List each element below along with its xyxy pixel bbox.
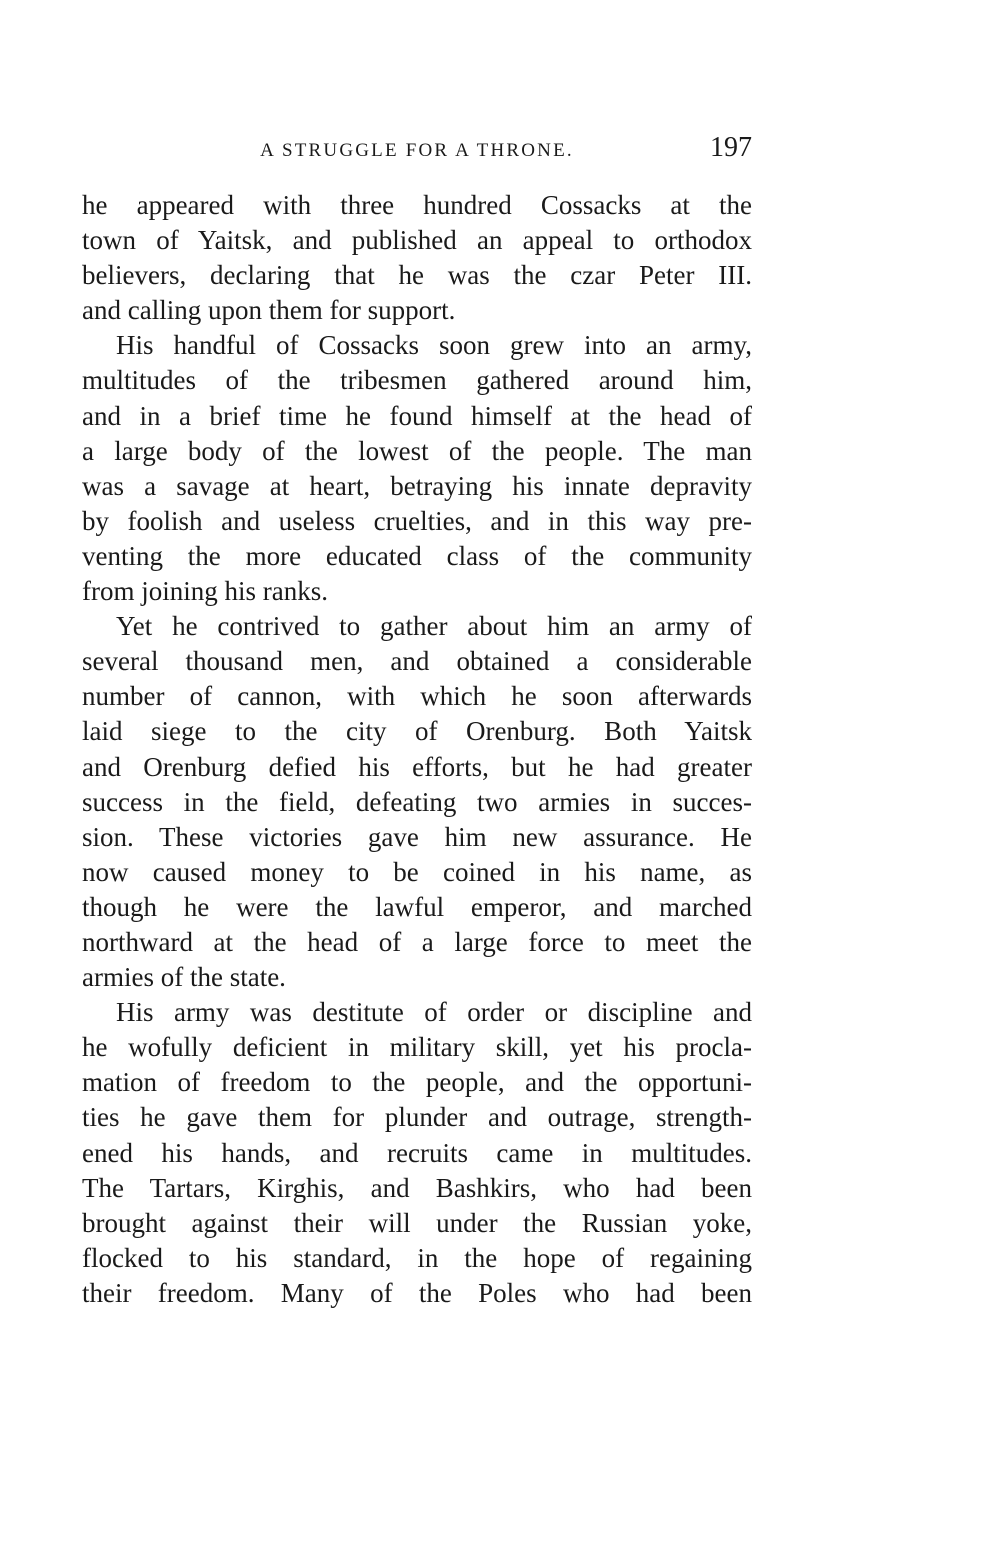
page-number: 197 xyxy=(710,132,752,163)
text-line: His handful of Cossacks soon grew into an army, xyxy=(116,330,752,361)
text-line: sion. These victories gave him new assurance. He xyxy=(82,821,752,852)
text-line: a large body of the lowest of the people. The man xyxy=(82,435,752,466)
text-line: and Orenburg defied his efforts, but he had greater xyxy=(82,751,752,782)
running-head xyxy=(82,132,752,168)
text-line: laid siege to the city of Orenburg. Both Yaitsk xyxy=(82,716,752,747)
text-line: he wofully deficient in military skill, yet his procla- xyxy=(82,1032,752,1063)
text-line: armies of the state. xyxy=(82,962,286,993)
text-line: several thousand men, and obtained a considerable xyxy=(82,646,752,677)
text-line: believers, declaring that he was the czar Peter III. xyxy=(82,260,752,291)
text-line: venting the more educated class of the community xyxy=(82,540,752,571)
text-line: ened his hands, and recruits came in multitudes. xyxy=(82,1137,752,1168)
text-line: by foolish and useless cruelties, and in this way pre- xyxy=(82,505,752,536)
text-line: flocked to his standard, in the hope of regaining xyxy=(82,1242,752,1273)
text-line: and in a brief time he found himself at the head of xyxy=(82,400,752,431)
text-line: was a savage at heart, betraying his innate depravity xyxy=(82,470,752,501)
text-line: Yet he contrived to gather about him an army of xyxy=(116,611,752,642)
text-line: His army was destitute of order or discipline and xyxy=(116,997,752,1028)
text-line: now caused money to be coined in his name, as xyxy=(82,856,752,887)
text-line: from joining his ranks. xyxy=(82,576,328,607)
text-line: northward at the head of a large force to meet the xyxy=(82,926,752,957)
text-line: number of cannon, with which he soon afterwards xyxy=(82,681,752,712)
text-line: ties he gave them for plunder and outrage, strength- xyxy=(82,1102,752,1133)
text-line: and calling upon them for support. xyxy=(82,295,456,326)
text-line: The Tartars, Kirghis, and Bashkirs, who had been xyxy=(82,1172,752,1203)
text-line: mation of freedom to the people, and the opportuni- xyxy=(82,1067,752,1098)
text-line: brought against their will under the Russian yoke, xyxy=(82,1207,752,1238)
text-line: multitudes of the tribesmen gathered around him, xyxy=(82,365,752,396)
body-text xyxy=(82,188,752,1311)
running-title: A STRUGGLE FOR A THRONE. xyxy=(260,140,574,161)
text-line: their freedom. Many of the Poles who had been xyxy=(82,1277,752,1308)
text-line: though he were the lawful emperor, and marched xyxy=(82,891,752,922)
text-line: town of Yaitsk, and published an appeal to orthodox xyxy=(82,225,752,256)
text-line: he appeared with three hundred Cossacks at the xyxy=(82,190,752,220)
text-line: success in the field, defeating two armies in succes- xyxy=(82,786,752,817)
